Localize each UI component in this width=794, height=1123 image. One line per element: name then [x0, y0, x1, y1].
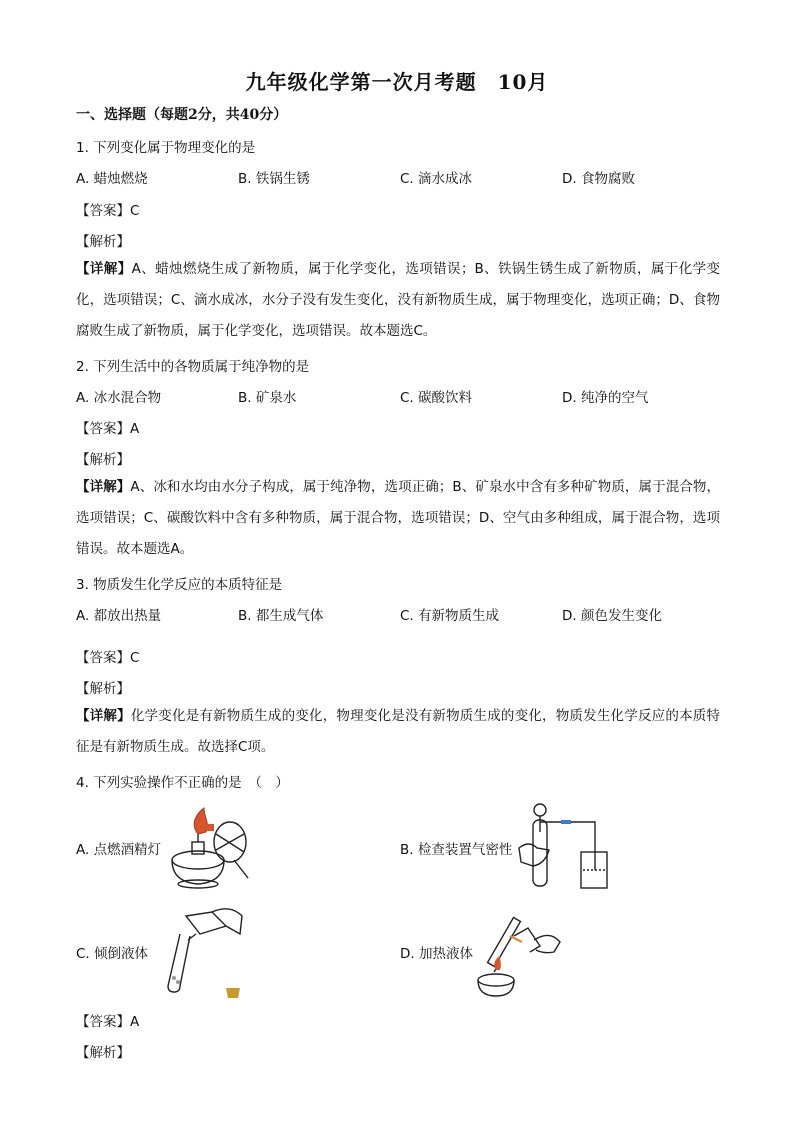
airtightness-check-icon [515, 800, 615, 892]
question-2-answer: 【答案】A [76, 421, 140, 437]
alcohol-lamp-lighting-icon [160, 798, 260, 894]
question-2-option-c: C. 碳酸饮料 [400, 390, 473, 406]
question-4-option-a: A. 点燃酒精灯 [76, 842, 162, 858]
pouring-liquid-icon [160, 904, 260, 1000]
detail-tag: 【详解】 [76, 261, 132, 277]
detail-tag: 【详解】 [76, 479, 131, 495]
question-4-option-b: B. 检查装置气密性 [400, 842, 513, 858]
question-3-option-d: D. 颜色发生变化 [562, 608, 662, 624]
detail-text: A、蜡烛燃烧生成了新物质，属于化学变化，选项错误；B、铁锅生锈生成了新物质，属于化学变化，选项错误；C、滴水成冰，水分子没有发生变化，没有新物质生成，属于物理变化，选项正确；D、食物腐败生成了新物质，属于化学变化，选项错误。故本题选C。 [76, 261, 721, 339]
question-2-stem: 2. 下列生活中的各物质属于纯净物的是 [76, 359, 310, 375]
question-4-option-c: C. 倾倒液体 [76, 946, 149, 962]
question-2-option-b: B. 矿泉水 [238, 390, 297, 406]
question-4-analysis-label: 【解析】 [76, 1045, 130, 1061]
question-1-detail [76, 254, 720, 347]
question-3-option-a: A. 都放出热量 [76, 608, 162, 624]
question-3-stem: 3. 物质发生化学反应的本质特征是 [76, 577, 283, 593]
question-3-option-c: C. 有新物质生成 [400, 608, 500, 624]
question-2-detail [76, 472, 720, 565]
question-1-option-a: A. 蜡烛燃烧 [76, 171, 148, 187]
detail-text: 化学变化是有新物质生成的变化，物理变化是没有新物质生成的变化，物质发生化学反应的本质特征是有新物质生成。故选择C项。 [76, 708, 721, 755]
question-3-answer: 【答案】C [76, 650, 140, 666]
question-1-option-b: B. 铁锅生锈 [238, 171, 310, 187]
page-title: 九年级化学第一次月考题 10月 [245, 70, 549, 94]
question-2-option-d: D. 纯净的空气 [562, 390, 649, 406]
question-4-stem: 4. 下列实验操作不正确的是 （ ） [76, 775, 289, 791]
detail-tag: 【详解】 [76, 708, 131, 724]
question-1-option-d: D. 食物腐败 [562, 171, 635, 187]
question-1-answer: 【答案】C [76, 203, 140, 219]
question-1-analysis-label: 【解析】 [76, 234, 130, 250]
question-1-stem: 1. 下列变化属于物理变化的是 [76, 140, 256, 156]
question-3-detail [76, 701, 720, 763]
question-3-analysis-label: 【解析】 [76, 681, 130, 697]
question-1-option-c: C. 滴水成冰 [400, 171, 473, 187]
heating-liquid-icon [470, 906, 570, 998]
section-heading: 一、选择题（每题2分，共40分） [76, 107, 288, 123]
question-4-option-d: D. 加热液体 [400, 946, 473, 962]
question-4-answer: 【答案】A [76, 1014, 140, 1030]
question-2-analysis-label: 【解析】 [76, 452, 130, 468]
question-2-option-a: A. 冰水混合物 [76, 390, 162, 406]
detail-text: A、冰和水均由水分子构成，属于纯净物，选项正确；B、矿泉水中含有多种矿物质，属于混合物，选项错误；C、碳酸饮料中含有多种物质，属于混合物，选项错误；D、空气由多种组成，属于混合物，选项错误。故本题选A。 [76, 479, 721, 557]
question-3-option-b: B. 都生成气体 [238, 608, 324, 624]
